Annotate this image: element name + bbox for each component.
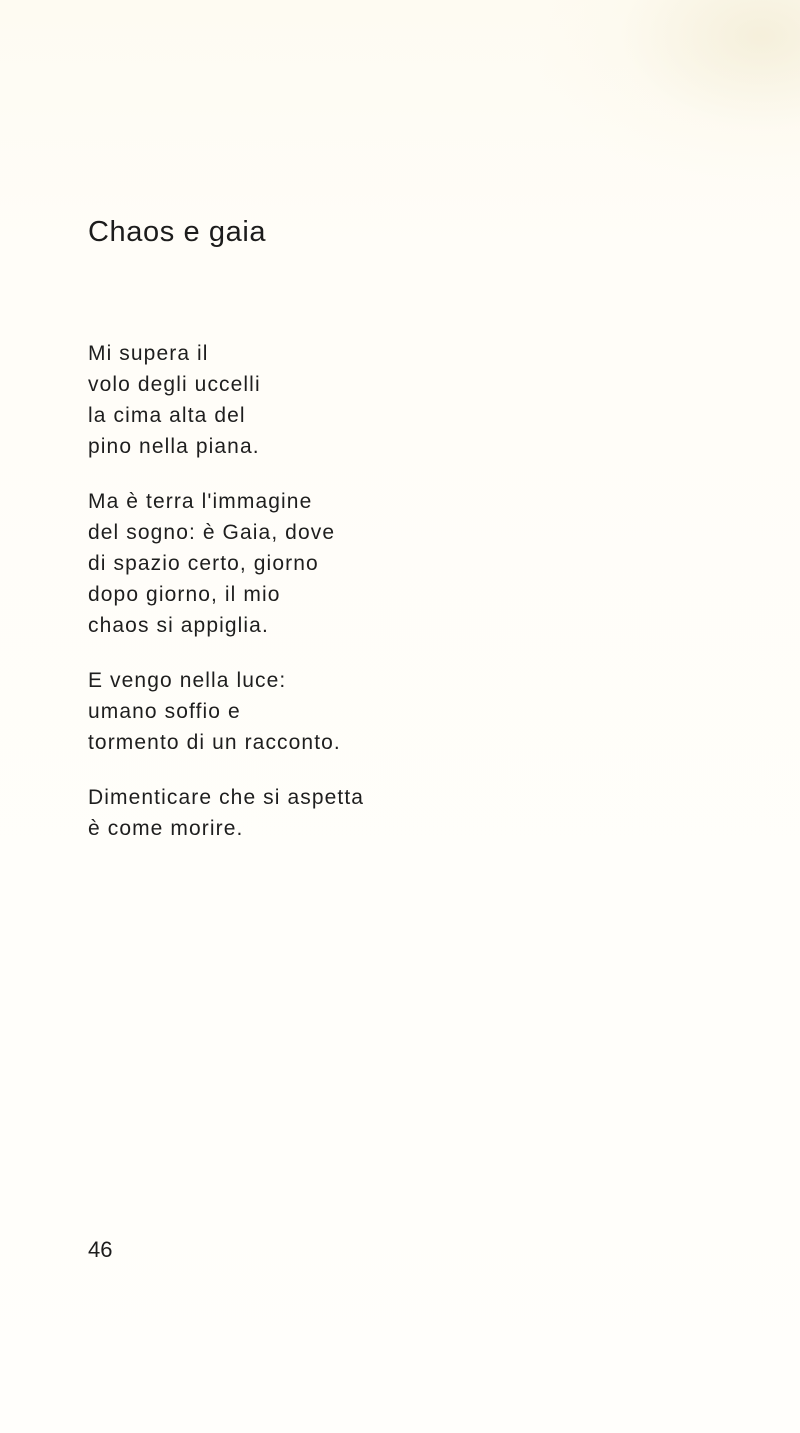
poem-line: del sogno: è Gaia, dove — [88, 521, 336, 544]
poem-line: chaos si appiglia. — [88, 614, 269, 637]
poem-line: dopo giorno, il mio — [88, 583, 281, 606]
poem-line: Ma è terra l'immagine — [88, 490, 313, 513]
poem-line: pino nella piana. — [88, 435, 260, 458]
poem-line: Dimenticare che si aspetta — [88, 786, 365, 809]
poem-line: Mi supera il — [88, 342, 209, 365]
poem-line: umano soffio e — [88, 700, 241, 723]
poem-line: la cima alta del — [88, 404, 246, 427]
stanza-4 — [88, 782, 648, 844]
poem-title: Chaos e gaia — [88, 216, 267, 248]
poem-line: volo degli uccelli — [88, 373, 261, 396]
stanza-2 — [88, 486, 648, 641]
page-number: 46 — [88, 1237, 113, 1262]
poem-body — [88, 338, 648, 868]
poem-line: E vengo nella luce: — [88, 669, 287, 692]
stanza-1 — [88, 338, 648, 462]
poem-line: di spazio certo, giorno — [88, 552, 319, 575]
poem-line: tormento di un racconto. — [88, 731, 341, 754]
paper-stain — [540, 0, 800, 180]
poem-line: è come morire. — [88, 817, 244, 840]
stanza-3 — [88, 665, 648, 758]
